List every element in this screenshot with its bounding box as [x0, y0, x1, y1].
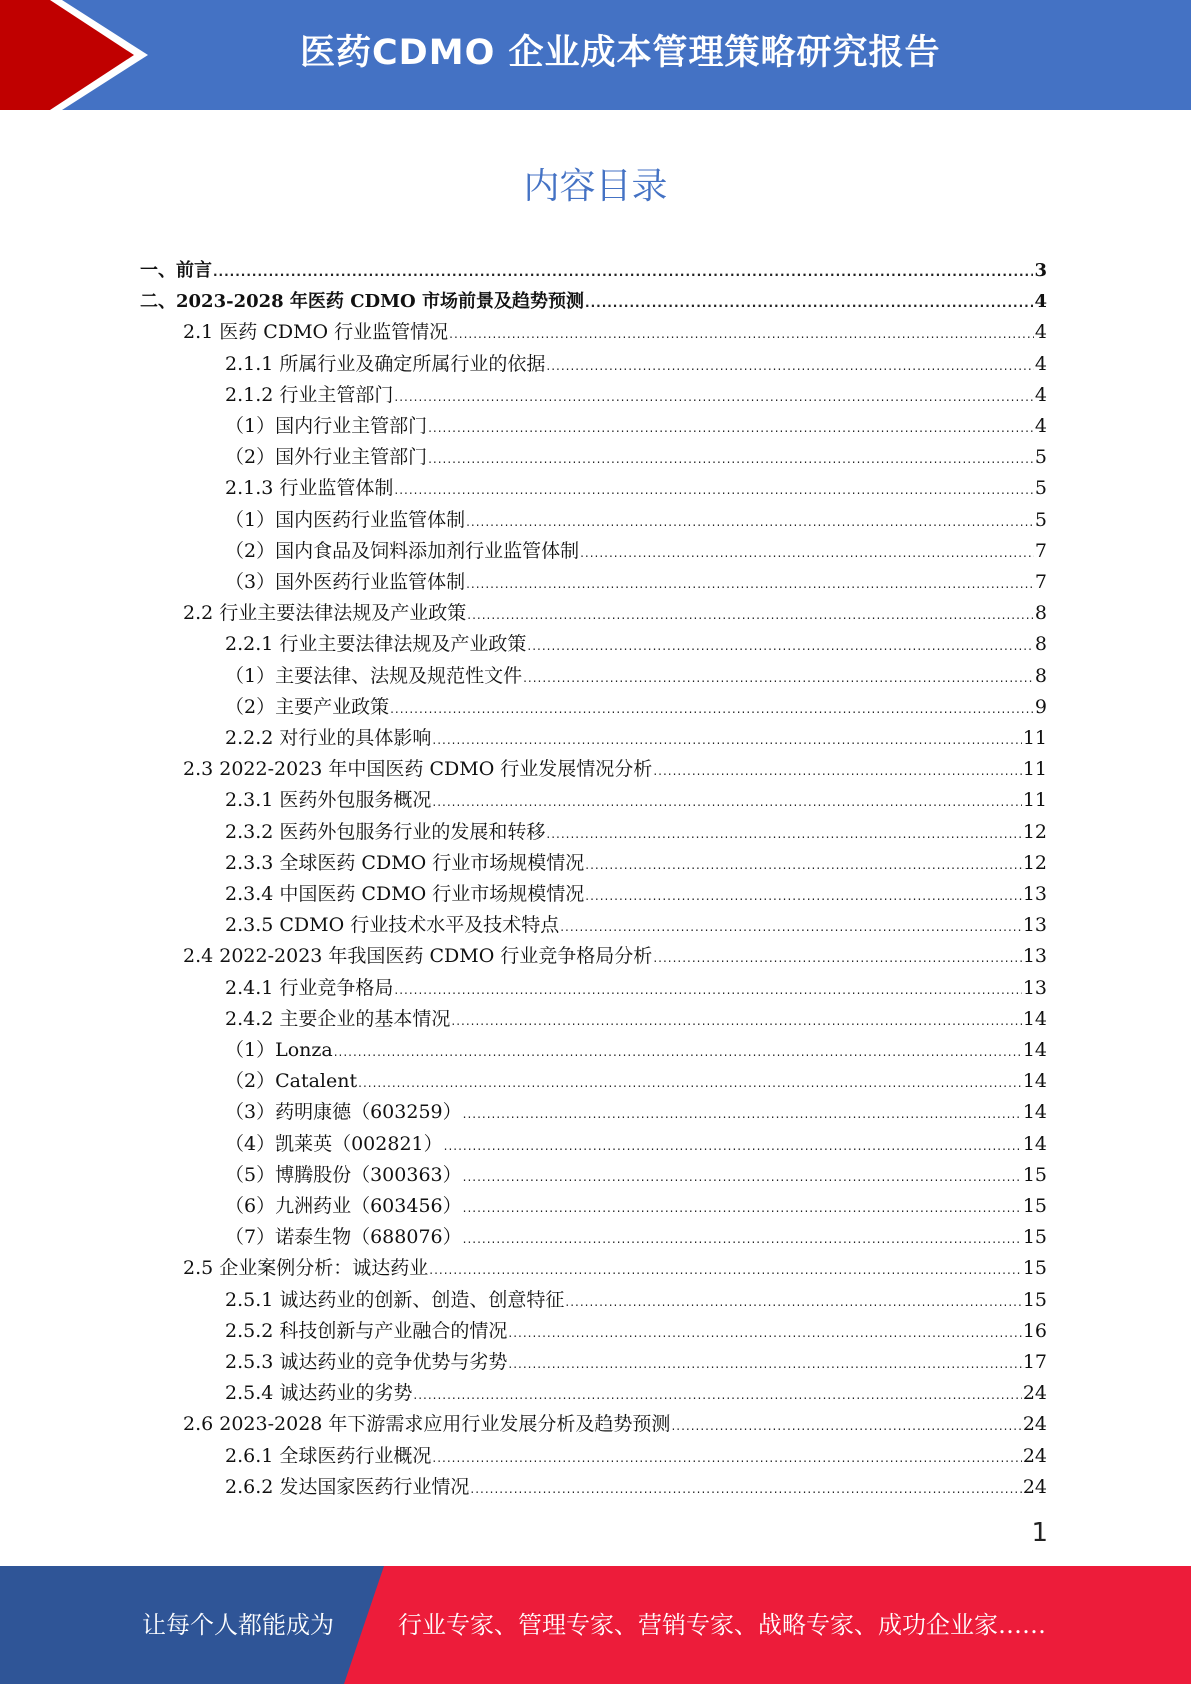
- toc-entry-title: （3）国外医药行业监管体制: [225, 571, 466, 593]
- toc-entry[interactable]: [225, 1160, 1047, 1191]
- toc-entry-page: 8: [1034, 664, 1047, 687]
- toc-entry-title: （4）凯莱英（002821）: [225, 1132, 443, 1155]
- toc-entry-page: 17: [1022, 1351, 1047, 1373]
- toc-dot-leader: [449, 319, 1034, 350]
- toc-entry-title: 2.5.3 诚达药业的竞争优势与劣势: [225, 1351, 508, 1373]
- toc-entry-page: 5: [1034, 508, 1047, 531]
- toc-entry-title: 2.2.2 对行业的具体影响: [225, 727, 432, 749]
- toc-entry-title: 2.5.2 科技创新与产业融合的情况: [225, 1319, 508, 1342]
- toc-entry[interactable]: [225, 1066, 1047, 1097]
- toc-dot-leader: [466, 507, 1034, 538]
- toc-dot-leader: [390, 694, 1034, 725]
- toc-entry[interactable]: [225, 629, 1047, 660]
- toc-entry-page: 15: [1022, 1226, 1047, 1249]
- toc-dot-leader: [358, 1068, 1022, 1099]
- toc-entry[interactable]: [225, 1441, 1047, 1472]
- toc-entry-page: 4: [1034, 415, 1047, 437]
- toc-entry-page: 13: [1022, 976, 1047, 999]
- toc-entry-title: 2.2 行业主要法律法规及产业政策: [183, 602, 467, 625]
- toc-entry[interactable]: [225, 661, 1047, 692]
- report-footer: [0, 1566, 1191, 1684]
- toc-entry-title: （2）国外行业主管部门: [225, 446, 428, 469]
- toc-dot-leader: [560, 912, 1022, 943]
- toc-entry[interactable]: [183, 317, 1047, 348]
- toc-entry-title: 2.4 2022-2023 年我国医药 CDMO 行业竞争格局分析: [183, 945, 653, 968]
- toc-dot-leader: [565, 1287, 1021, 1318]
- toc-entry-page: 12: [1022, 820, 1047, 843]
- toc-entry-page: 8: [1034, 633, 1047, 656]
- toc-entry-title: 2.3 2022-2023 年中国医药 CDMO 行业发展情况分析: [183, 758, 653, 781]
- toc-entry[interactable]: [225, 1004, 1047, 1035]
- toc-entry[interactable]: [225, 536, 1047, 567]
- toc-entry-page: 5: [1034, 446, 1047, 469]
- toc-dot-leader: [463, 1162, 1022, 1193]
- toc-entry-page: 13: [1022, 883, 1047, 905]
- toc-entry[interactable]: [183, 598, 1047, 629]
- toc-entry-title: 2.3.2 医药外包服务行业的发展和转移: [225, 820, 546, 843]
- toc-dot-leader: [653, 756, 1022, 787]
- toc-dot-leader: [428, 413, 1034, 444]
- toc-entry-page: 3: [1034, 260, 1047, 281]
- toc-entry-title: 2.6 2023-2028 年下游需求应用行业发展分析及趋势预测: [183, 1413, 671, 1436]
- toc-entry-title: （2）国内食品及饲料添加剂行业监管体制: [225, 539, 580, 562]
- toc-entry-title: （2）Catalent: [225, 1070, 358, 1093]
- toc-dot-leader: [432, 787, 1021, 818]
- toc-dot-leader: [546, 351, 1034, 382]
- toc-entry-title: 2.3.1 医药外包服务概况: [225, 789, 432, 812]
- toc-entry-page: 14: [1022, 1101, 1047, 1124]
- toc-entry-title: （1）国内医药行业监管体制: [225, 508, 466, 531]
- toc-entry-page: 16: [1022, 1319, 1047, 1342]
- toc-dot-leader: [585, 881, 1022, 912]
- toc-entry-page: 15: [1022, 1163, 1047, 1186]
- toc-entry-page: 8: [1034, 602, 1047, 625]
- toc-entry-title: （3）药明康德（603259）: [225, 1101, 462, 1124]
- toc-entry-page: 15: [1022, 1195, 1047, 1217]
- toc-entry[interactable]: [183, 941, 1047, 972]
- toc-entry-title: （6）九洲药业（603456）: [225, 1195, 462, 1217]
- toc-entry-page: 14: [1022, 1039, 1047, 1061]
- toc-entry-title: 2.5.4 诚达药业的劣势: [225, 1382, 413, 1405]
- toc-dot-leader: [467, 600, 1034, 631]
- toc-dot-leader: [580, 538, 1034, 569]
- toc-dot-leader: [508, 1318, 1021, 1349]
- toc-entry-page: 4: [1034, 352, 1047, 375]
- toc-entry[interactable]: [225, 1347, 1047, 1378]
- toc-dot-leader: [463, 1099, 1022, 1130]
- toc-entry-page: 9: [1034, 695, 1047, 718]
- toc-entry[interactable]: [225, 1035, 1047, 1066]
- toc-entry-title: （1）Lonza: [225, 1039, 333, 1061]
- toc-entry[interactable]: [225, 380, 1047, 411]
- toc-entry[interactable]: [225, 1316, 1047, 1347]
- toc-entry[interactable]: [225, 910, 1047, 941]
- toc-entry-page: 24: [1022, 1382, 1047, 1405]
- toc-entry-title: 2.3.5 CDMO 行业技术水平及技术特点: [225, 914, 560, 937]
- toc-entry[interactable]: [225, 692, 1047, 723]
- toc-entry[interactable]: [225, 723, 1047, 754]
- toc-entry-title: （1）主要法律、法规及规范性文件: [225, 664, 523, 687]
- toc-entry-title: 2.3.3 全球医药 CDMO 行业市场规模情况: [225, 851, 585, 874]
- page-number: 1: [1031, 1518, 1048, 1548]
- toc-heading: 内容目录: [523, 166, 668, 207]
- toc-entry-title: 一、前言: [140, 260, 212, 281]
- toc-dot-leader: [546, 819, 1021, 850]
- toc-entry[interactable]: [225, 505, 1047, 536]
- toc-entry[interactable]: [225, 1222, 1047, 1253]
- toc-dot-leader: [527, 631, 1034, 662]
- toc-dot-leader: [470, 1474, 1021, 1505]
- toc-entry-title: 二、2023-2028 年医药 CDMO 市场前景及趋势预测: [140, 291, 585, 313]
- toc-entry-title: 2.1.2 行业主管部门: [225, 383, 394, 406]
- toc-entry-title: 2.4.1 行业竞争格局: [225, 976, 394, 999]
- toc-entry[interactable]: [183, 1409, 1047, 1440]
- toc-entry[interactable]: [225, 973, 1047, 1004]
- toc-entry-title: 2.5.1 诚达药业的创新、创造、创意特征: [225, 1288, 565, 1311]
- toc-dot-leader: [394, 382, 1034, 413]
- toc-entry-page: 24: [1022, 1413, 1047, 1436]
- toc-dot-leader: [466, 569, 1034, 600]
- toc-entry[interactable]: [225, 567, 1047, 598]
- toc-entry-page: 13: [1022, 914, 1047, 937]
- toc-entry[interactable]: [225, 411, 1047, 442]
- toc-entry[interactable]: [225, 1378, 1047, 1409]
- toc-dot-leader: [444, 1131, 1022, 1162]
- toc-entry[interactable]: [225, 1097, 1047, 1128]
- toc-entry[interactable]: [225, 1472, 1047, 1503]
- toc-dot-leader: [653, 943, 1022, 974]
- toc-entry[interactable]: [225, 349, 1047, 380]
- toc-entry-title: 2.1.1 所属行业及确定所属行业的依据: [225, 352, 546, 375]
- toc-entry[interactable]: [225, 1129, 1047, 1160]
- toc-entry-page: 7: [1034, 539, 1047, 562]
- toc-entry[interactable]: [225, 817, 1047, 848]
- toc-entry-page: 4: [1034, 383, 1047, 406]
- toc-dot-leader: [213, 257, 1033, 288]
- toc-entry-page: 11: [1022, 727, 1047, 749]
- toc-entry-title: 2.1.3 行业监管体制: [225, 477, 394, 500]
- toc-entry-title: （5）博腾股份（300363）: [225, 1163, 462, 1186]
- toc-entry[interactable]: [225, 848, 1047, 879]
- toc-entry[interactable]: [225, 1191, 1047, 1222]
- toc-entry-title: （2）主要产业政策: [225, 695, 390, 718]
- toc-entry-title: 2.2.1 行业主要法律法规及产业政策: [225, 633, 527, 656]
- footer-slogan-left: 让每个人都能成为: [142, 1611, 334, 1639]
- toc-dot-leader: [523, 663, 1034, 694]
- toc-entry[interactable]: [225, 1285, 1047, 1316]
- toc-entry-page: 14: [1022, 1007, 1047, 1030]
- toc-entry-page: 11: [1022, 789, 1047, 812]
- toc-dot-leader: [413, 1380, 1021, 1411]
- toc-dot-leader: [432, 725, 1021, 756]
- toc-entry[interactable]: [140, 255, 1047, 286]
- toc-dot-leader: [671, 1411, 1021, 1442]
- footer-slogan-right: 行业专家、管理专家、营销专家、战略专家、成功企业家……: [398, 1611, 1046, 1639]
- toc-entry-title: 2.1 医药 CDMO 行业监管情况: [183, 321, 449, 344]
- toc-entry-page: 15: [1022, 1257, 1047, 1280]
- toc-entry-page: 4: [1034, 291, 1047, 313]
- toc-dot-leader: [334, 1037, 1022, 1068]
- toc-entry-title: 2.6.2 发达国家医药行业情况: [225, 1475, 470, 1498]
- toc-entry[interactable]: [225, 473, 1047, 504]
- toc-dot-leader: [508, 1349, 1021, 1380]
- toc-entry-page: 13: [1022, 945, 1047, 968]
- toc-entry-title: （7）诺泰生物（688076）: [225, 1226, 462, 1249]
- toc-entry[interactable]: [225, 785, 1047, 816]
- report-header: [0, 0, 1191, 110]
- toc-entry[interactable]: [140, 286, 1047, 317]
- toc-entry[interactable]: [225, 879, 1047, 910]
- toc-dot-leader: [463, 1193, 1022, 1224]
- toc-dot-leader: [428, 444, 1034, 475]
- toc-dot-leader: [394, 475, 1034, 506]
- toc-entry-page: 14: [1022, 1132, 1047, 1155]
- toc-dot-leader: [463, 1224, 1022, 1255]
- toc-entry-title: 2.6.1 全球医药行业概况: [225, 1444, 432, 1467]
- toc-entry-page: 4: [1034, 321, 1047, 344]
- toc-dot-leader: [585, 850, 1022, 881]
- toc-entry-page: 7: [1034, 571, 1047, 593]
- toc-entry-title: 2.4.2 主要企业的基本情况: [225, 1007, 451, 1030]
- toc-entry[interactable]: [183, 1253, 1047, 1284]
- toc-entry-title: 2.5 企业案例分析：诚达药业: [183, 1257, 429, 1280]
- toc-entry-page: 12: [1022, 851, 1047, 874]
- toc-dot-leader: [429, 1255, 1022, 1286]
- toc-dot-leader: [432, 1443, 1021, 1474]
- toc-entry-page: 24: [1022, 1444, 1047, 1467]
- report-title: 医药CDMO 企业成本管理策略研究报告: [300, 33, 941, 73]
- toc-dot-leader: [394, 975, 1021, 1006]
- toc-entry-page: 14: [1022, 1070, 1047, 1093]
- toc-entry-page: 15: [1022, 1288, 1047, 1311]
- toc-entry-page: 24: [1022, 1475, 1047, 1498]
- header-chevron-graphic: [0, 0, 160, 110]
- toc-dot-leader: [585, 288, 1033, 319]
- toc-dot-leader: [451, 1006, 1021, 1037]
- toc-entry[interactable]: [183, 754, 1047, 785]
- toc-entry-title: 2.3.4 中国医药 CDMO 行业市场规模情况: [225, 883, 585, 905]
- toc-entry-title: （1）国内行业主管部门: [225, 415, 428, 437]
- toc-entry[interactable]: [225, 442, 1047, 473]
- toc-entry-page: 11: [1022, 758, 1047, 781]
- toc-entry-page: 5: [1034, 477, 1047, 500]
